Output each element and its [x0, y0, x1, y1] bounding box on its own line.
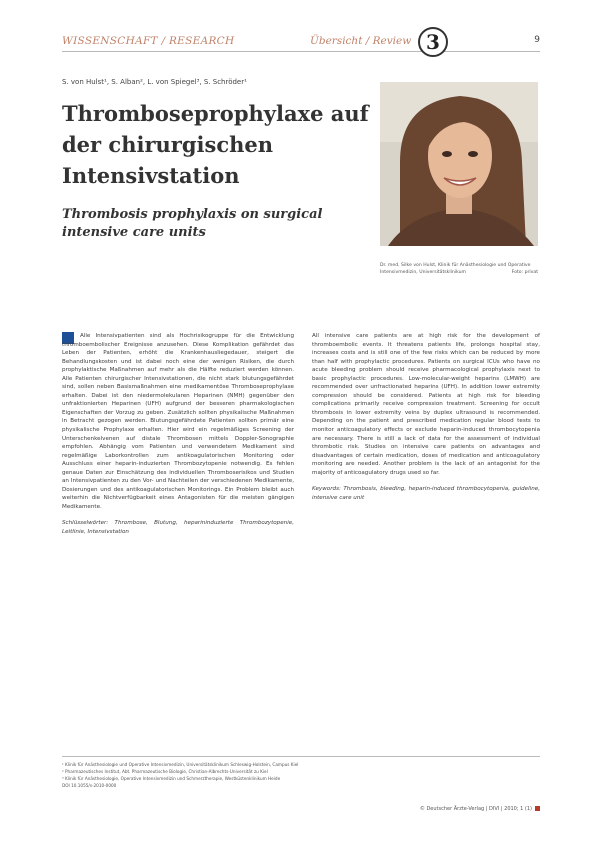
footer-mark-icon	[535, 806, 540, 811]
photo-caption-text: Dr. med. Silke von Hulst, Klinik für Anästhesiologie und Operative Intensivmedizin, Universitätsklinikum	[380, 263, 531, 275]
article-title-german: Thromboseprophylaxe auf der chirurgischen Intensivstation	[62, 101, 369, 188]
running-header	[62, 30, 540, 52]
footnote: ¹ Klinik für Anästhesiologie und Operative Intensivmedizin, Universitätsklinikum Schleswig-Holstein, Campus Kiel	[62, 762, 299, 767]
footnote: ³ Klinik für Anästhesiologie, Operative Intensivmedizin und Schmerztherapie, Westküstenklinikum Heide	[62, 776, 281, 781]
footnote: ² Pharmazeutisches Institut, Abt. Pharmazeutische Biologie, Christian-Albrechts-Universität zu Kiel	[62, 769, 268, 774]
page-footer	[420, 806, 540, 812]
photo-caption	[380, 262, 538, 276]
author-list: S. von Hulst¹, S. Alban², L. von Spiegel³, S. Schröder¹	[62, 78, 247, 86]
article-title-english: Thrombosis prophylaxis on surgical intensive care units	[62, 207, 323, 240]
abstract-german	[62, 332, 294, 537]
abstract-english	[312, 332, 540, 502]
author-photo	[380, 82, 538, 246]
footnotes	[62, 756, 540, 789]
page-number: 9	[534, 35, 540, 45]
section-number-badge: 3	[418, 27, 448, 57]
abstract-german-text: Alle Intensivpatienten sind als Hochrisikogruppe für die Entwicklung thromboembolischer Ereignisse anzusehen. Diese Komplikation gefährdet das Leben der Patienten, erhöht die Krankenhausliegedauer, steigert die Behandlungskosten und ist dabei noch eine der wenigen Risiken, die durch prophylaktische Maßnahmen auf mehr als die Hälfte reduziert werden können. Alle Patienten chirurgischer Intensivstationen, die nicht stark blutungsgefährdet sind, sollen neben Basismaßnahmen eine medikamentöse Thromboseprophylaxe erhalten. Dabei ist den niedermolekularen Heparinen (NMH) gegenüber den unfraktionierten Heparinen (UFH) aufgrund der besseren pharmakologischen Eigenschaften der Vorzug zu geben. Zusätzlich sollten physikalische Maßnahmen in Betracht gezogen werden. Blutungsgefährdete Patienten sollten primär eine physikalische Prophylaxe erhalten. Hier wird ein regelmäßiges Screening der Unterschenkelvenen auf distale Thrombosen mittels Doppler-Sonographie empfohlen. Abhängig vom Patienten und verwendetem Medikament sind regelmäßige Laborkontrollen zum antikoagulatorischen Monitoring oder Ausschluss einer heparin-induzierten Thrombozytopenie notwendig. Es fehlen genaue Daten zur Einschätzung des individuellen Thromboserisikos und Studien an Intensivpatienten zu den Vor- und Nachteilen der verschiedenen Medikamente, Dosierungen und des antikoagulatorischen Monitorings. Ein Problem bleibt auch weiterhin die Nichtverfügbarkeit eines Antagonisten für die meisten gängigen Medikamente.	[62, 333, 294, 510]
keywords-english: Keywords: Thrombosis, bleeding, heparin-induced thrombocytopenia, guideline, intensive care unit	[312, 486, 540, 501]
footer-text: © Deutscher Ärzte-Verlag | DIVI | 2010; 1 (1)	[419, 806, 532, 812]
section-label-right: Übersicht / Review	[310, 35, 412, 47]
photo-credit: Foto: privat	[511, 270, 538, 275]
keywords-german: Schlüsselwörter: Thrombose, Blutung, heparininduzierte Thrombozytopenie, Leitlinie, Intensivstation	[62, 520, 294, 536]
abstract-english-text: All intensive care patients are at high risk for the development of thromboembolic events. It threatens patients life, prolongs hospital stay, increases costs and is still one of the few risks which can be reduced by more than half with prophylactic procedures. Patients on surgical ICUs who have no acute bleeding problem should receive pharmacological prophylaxis next to basic prophylactic procedures. Low-molecular-weight heparins (LMWH) are recommended over unfractionated heparins (UFH). In addition lower extremity compression should be considered. Patients at high risk for bleeding complications primarily receive compression treatment. Screening for occult thrombosis in lower extremity veins by duplex ultrasound is recommended. Depending on the patient and prescribed medication regular blood tests to monitor anticoagulatory effects or exclude heparin-induced thrombocytopenia are necessary. There is still a lack of data for the assessment of individual thrombotic risk. Studies on intensive care patients on advantages and disadvantages of certain medication, doses of medication and anticoagulatory monitoring are needed. Another problem is the lack of an antagonist for the majority of anticoagulatory drugs used so far.	[312, 333, 540, 476]
doi: DOI 10.1055/s-2010-0000	[62, 783, 117, 788]
section-label-left: WISSENSCHAFT / RESEARCH	[62, 35, 235, 47]
